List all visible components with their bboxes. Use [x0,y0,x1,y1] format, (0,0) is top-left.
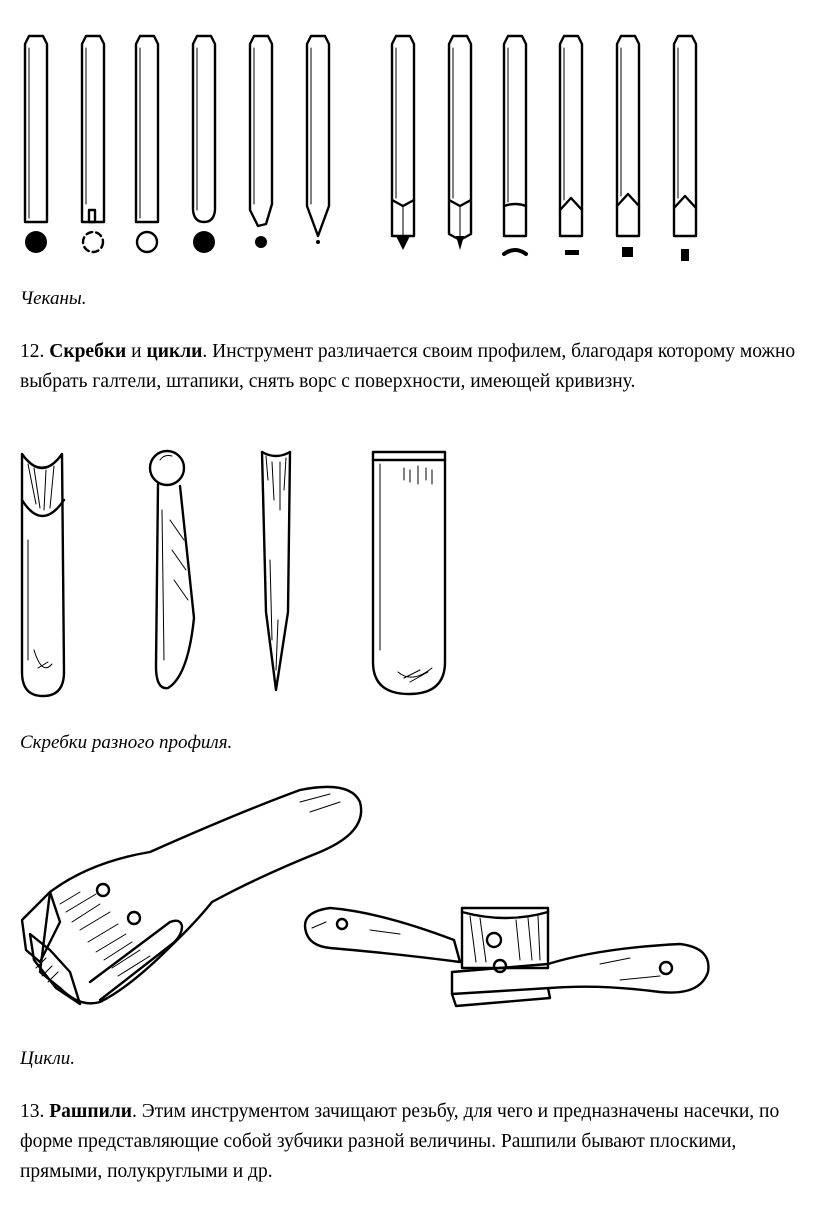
chasers-figure [0,14,816,264]
chasers-caption: Чеканы. [20,288,87,309]
chaser-12 [674,36,696,261]
chaser-6 [307,36,329,244]
scrapers-caption: Скребки разного профиля. [20,732,233,753]
section-12-term-2: цикли [146,341,203,362]
chaser-1 [25,36,47,253]
section-12-conj: и [131,341,142,362]
section-12-term-1: Скребки [49,341,127,362]
section-12-text: . Инструмент различается своим профилем, благодаря которому можно выбрать галтели, штапики, снять ворс с поверхности, имеющей кривизну. [20,341,796,392]
section-13-paragraph [20,1097,800,1187]
chaser-8 [449,36,471,250]
section-13-number: 13. [20,1101,45,1122]
chaser-3 [136,36,158,252]
cycles-figure [0,772,816,1037]
scraper-flat [373,452,445,694]
scraper-ball [150,451,194,688]
cycle-spokeshave [305,908,708,1006]
chaser-4 [193,36,215,253]
chaser-7 [392,36,414,250]
scraper-gouge [22,454,64,696]
section-13-text: . Этим инструментом зачищают резьбу, для чего и предназначены насечки, по форме представляющие собой зубчики разной величины. Рашпили бывают плоскими, прямыми, полукруглыми и др. [20,1101,780,1182]
scraper-pointed [262,452,290,690]
chaser-2 [82,36,104,252]
chaser-5 [250,36,272,248]
cycle-handle-tool [22,787,361,1004]
scrapers-figure [0,440,816,710]
cycles-caption: Цикли. [20,1048,76,1069]
section-12-paragraph [20,337,800,397]
chaser-10 [560,36,582,255]
chaser-11 [617,36,639,257]
section-13-term: Рашпили [49,1101,133,1122]
section-12-number: 12. [20,341,45,362]
chaser-9 [504,36,526,254]
